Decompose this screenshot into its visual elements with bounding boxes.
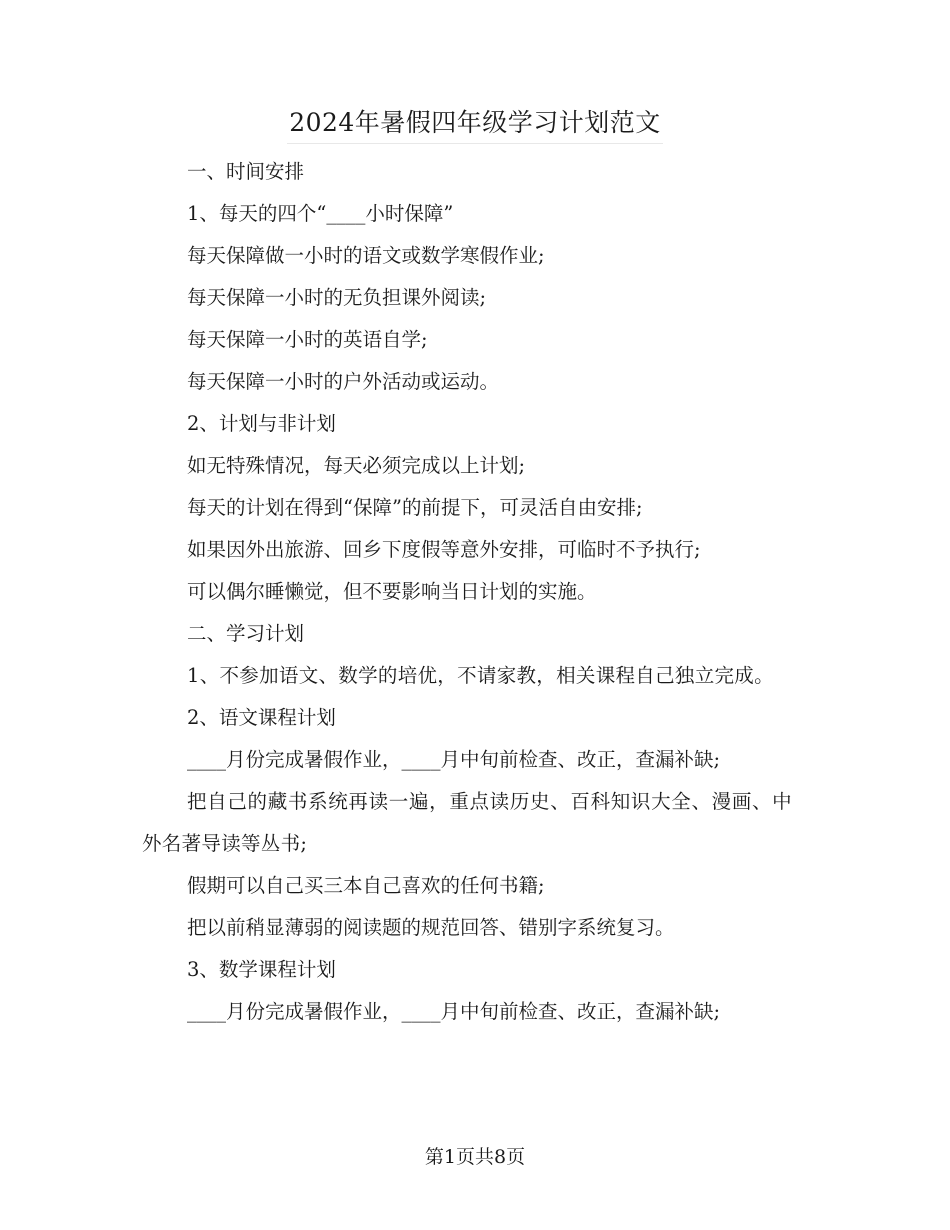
paragraph: 把自己的藏书系统再读一遍，重点读历史、百科知识大全、漫画、中外名著导读等丛书; — [142, 790, 792, 855]
paragraph: 每天保障一小时的无负担课外阅读; — [187, 286, 487, 309]
paragraph: 假期可以自己买三本自己喜欢的任何书籍; — [187, 874, 545, 897]
page-footer: 第1页共8页 — [424, 1146, 526, 1168]
document-body — [142, 151, 792, 1033]
paragraph: ____月份完成暑假作业，____月中旬前检查、改正，查漏补缺; — [187, 748, 721, 771]
heading-study-plan: 二、学习计划 — [187, 622, 305, 645]
title-text: 2024年暑假四年级学习计划范文 — [287, 103, 663, 144]
subheading-chinese-plan: 2、语文课程计划 — [187, 706, 336, 729]
paragraph: 可以偶尔睡懒觉，但不要影响当日计划的实施。 — [187, 580, 597, 603]
paragraph: 如果因外出旅游、回乡下度假等意外安排，可临时不予执行; — [187, 538, 701, 561]
document-title — [0, 103, 950, 144]
heading-time-schedule: 一、时间安排 — [187, 160, 305, 183]
subheading-daily-guarantee: 1、每天的四个“____小时保障” — [187, 202, 454, 225]
paragraph: 把以前稍显薄弱的阅读题的规范回答、错别字系统复习。 — [187, 916, 675, 939]
paragraph: 每天的计划在得到“保障”的前提下，可灵活自由安排; — [187, 496, 643, 519]
paragraph: 每天保障一小时的英语自学; — [187, 328, 428, 351]
paragraph: 如无特殊情况，每天必须完成以上计划; — [187, 454, 526, 477]
paragraph: 每天保障做一小时的语文或数学寒假作业; — [187, 244, 545, 267]
paragraph: 1、不参加语文、数学的培优，不请家教，相关课程自己独立完成。 — [187, 664, 774, 687]
subheading-plan: 2、计划与非计划 — [187, 412, 336, 435]
paragraph: ____月份完成暑假作业，____月中旬前检查、改正，查漏补缺; — [187, 1000, 721, 1023]
paragraph: 每天保障一小时的户外活动或运动。 — [187, 370, 500, 393]
subheading-math-plan: 3、数学课程计划 — [187, 958, 336, 981]
